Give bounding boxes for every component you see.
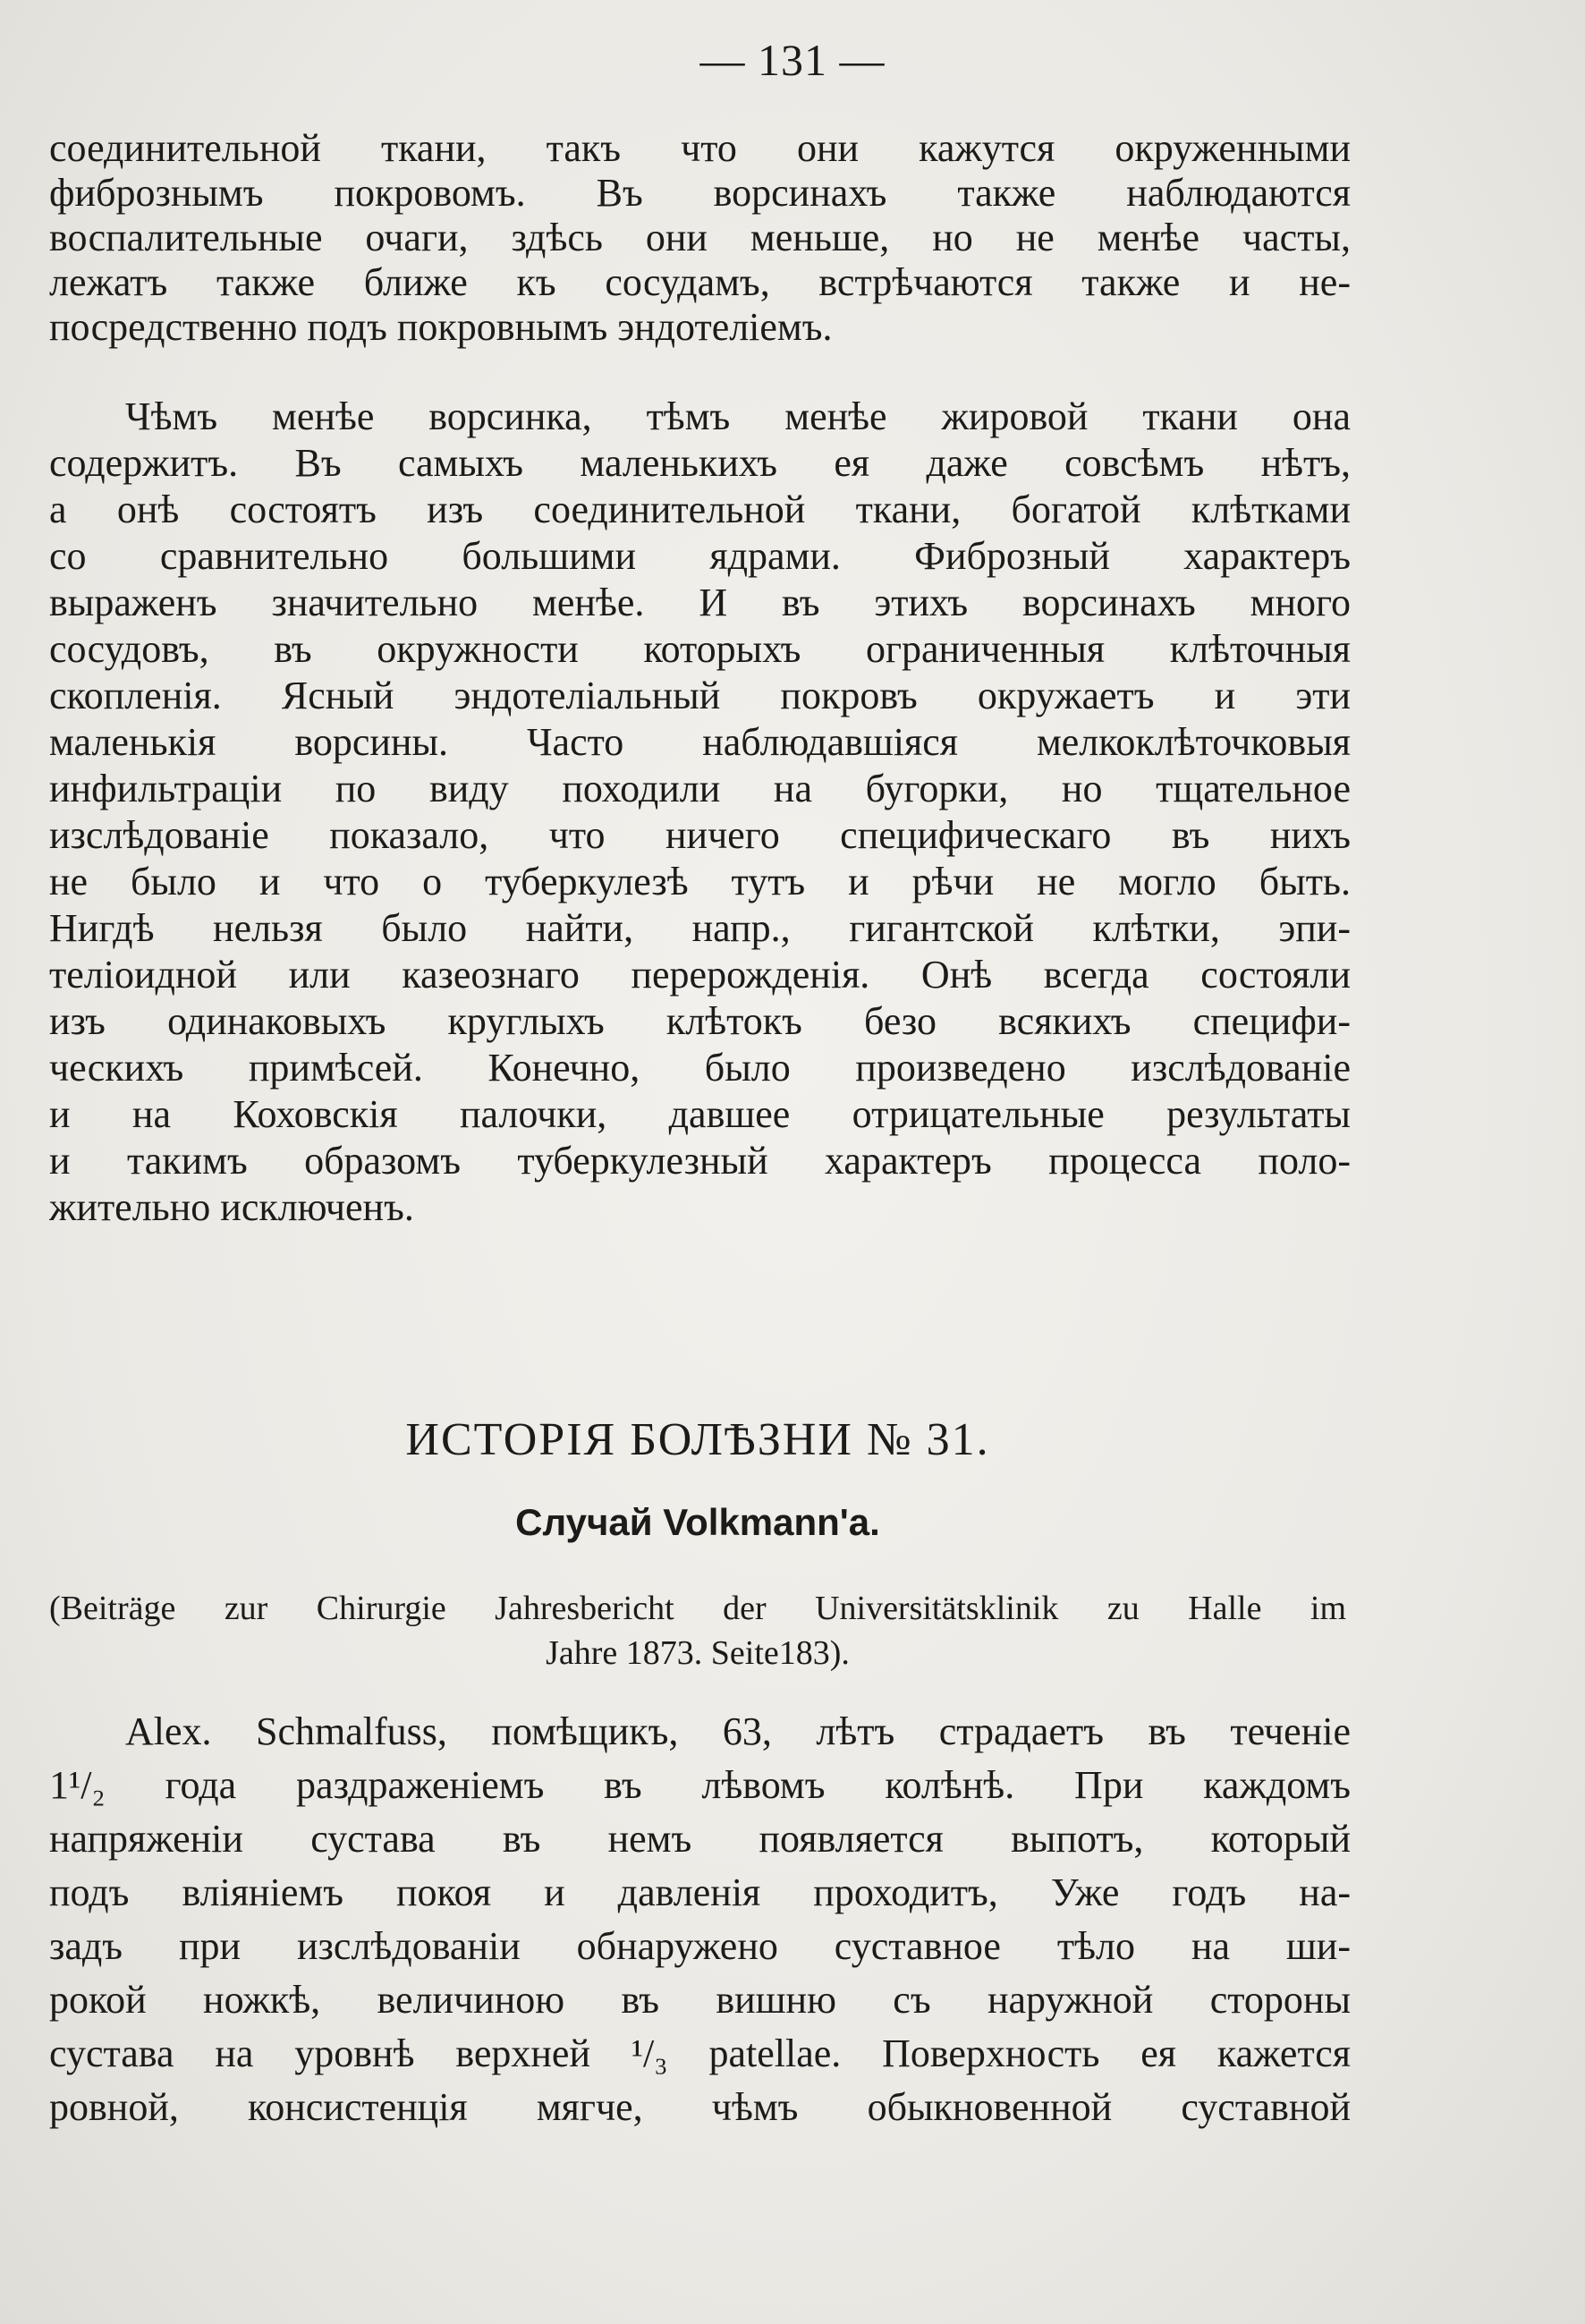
text-line: рокой ножкѣ, величиною въ вишню съ наружной стороны xyxy=(49,1978,1351,2022)
text-line: и на Коховскія палочки, давшее отрицательные результаты xyxy=(49,1092,1351,1136)
text-line: напряженіи сустава въ немъ появляется выпотъ, который xyxy=(49,1817,1351,1861)
text-line: Alex. Schmalfuss, помѣщикъ, 63, лѣтъ страдаетъ въ теченіе xyxy=(125,1709,1351,1753)
text-line: ровной, консистенція мягче, чѣмъ обыкновенной суставной xyxy=(49,2085,1351,2129)
text-line: а онѣ состоятъ изъ соединительной ткани, богатой клѣтками xyxy=(49,488,1351,531)
text-line: маленькія ворсины. Часто наблюдавшіяся мелкоклѣточковыя xyxy=(49,720,1351,764)
text-line: сустава на уровнѣ верхней ¹/₃ patellae. Поверхность ея кажется xyxy=(49,2031,1351,2075)
text-line: фибрознымъ покровомъ. Въ ворсинахъ также наблюдаются xyxy=(49,171,1351,215)
text-line: сосудовъ, въ окружности которыхъ ограниченныя клѣточныя xyxy=(49,627,1351,671)
text-line: посредственно подъ покровнымъ эндотеліемъ. xyxy=(49,305,833,349)
text-line: со сравнительно большими ядрами. Фиброзный характеръ xyxy=(49,534,1351,578)
page-number: — 131 — xyxy=(699,35,886,85)
text-line: подъ вліяніемъ покоя и давленія проходитъ, Уже годъ на- xyxy=(49,1870,1351,1914)
text-line: жительно исключенъ. xyxy=(49,1185,414,1229)
case-title: Случай Volkmann'a. xyxy=(515,1501,880,1543)
source-citation-line: (Beiträge zur Chirurgie Jahresbericht der Universitätsklinik zu Halle im xyxy=(49,1590,1346,1627)
text-line: содержитъ. Въ самыхъ маленькихъ ея даже совсѣмъ нѣтъ, xyxy=(49,441,1351,485)
text-line: инфильтраціи по виду походили на бугорки, но тщательное xyxy=(49,767,1351,810)
text-line: соединительной ткани, такъ что они кажутся окруженными xyxy=(49,126,1351,170)
text-line: изъ одинаковыхъ круглыхъ клѣтокъ безо всякихъ специфи- xyxy=(49,999,1351,1043)
text-line: и такимъ образомъ туберкулезный характеръ процесса поло- xyxy=(49,1139,1351,1183)
source-citation-line: Jahre 1873. Seite183). xyxy=(546,1634,850,1672)
text-line: скопленія. Ясный эндотеліальный покровъ окружаетъ и эти xyxy=(49,674,1351,717)
text-line: выраженъ значительно менѣе. И въ этихъ ворсинахъ много xyxy=(49,581,1351,624)
text-line: лежатъ также ближе къ сосудамъ, встрѣчаются также и не- xyxy=(49,260,1351,304)
text-line: задъ при изслѣдованіи обнаружено суставное тѣло на ши- xyxy=(49,1924,1351,1968)
text-line: 1¹/₂ года раздраженіемъ въ лѣвомъ колѣнѣ. При каждомъ xyxy=(49,1763,1351,1807)
text-line: Чѣмъ менѣе ворсинка, тѣмъ менѣе жировой ткани она xyxy=(125,394,1351,438)
history-title: ИСТОРІЯ БОЛѢЗНИ № 31. xyxy=(405,1414,990,1465)
text-line: ческихъ примѣсей. Конечно, было произведено изслѣдованіе xyxy=(49,1046,1351,1090)
text-line: не было и что о туберкулезѣ тутъ и рѣчи не могло быть. xyxy=(49,860,1351,903)
text-line: Нигдѣ нельзя было найти, напр., гигантской клѣтки, эпи- xyxy=(49,906,1351,950)
text-line: теліоидной или казеознаго перерожденія. Онѣ всегда состояли xyxy=(49,953,1351,997)
text-line: изслѣдованіе показало, что ничего специфическаго въ нихъ xyxy=(49,813,1351,857)
text-line: воспалительные очаги, здѣсь они меньше, но не менѣе часты, xyxy=(49,216,1351,259)
